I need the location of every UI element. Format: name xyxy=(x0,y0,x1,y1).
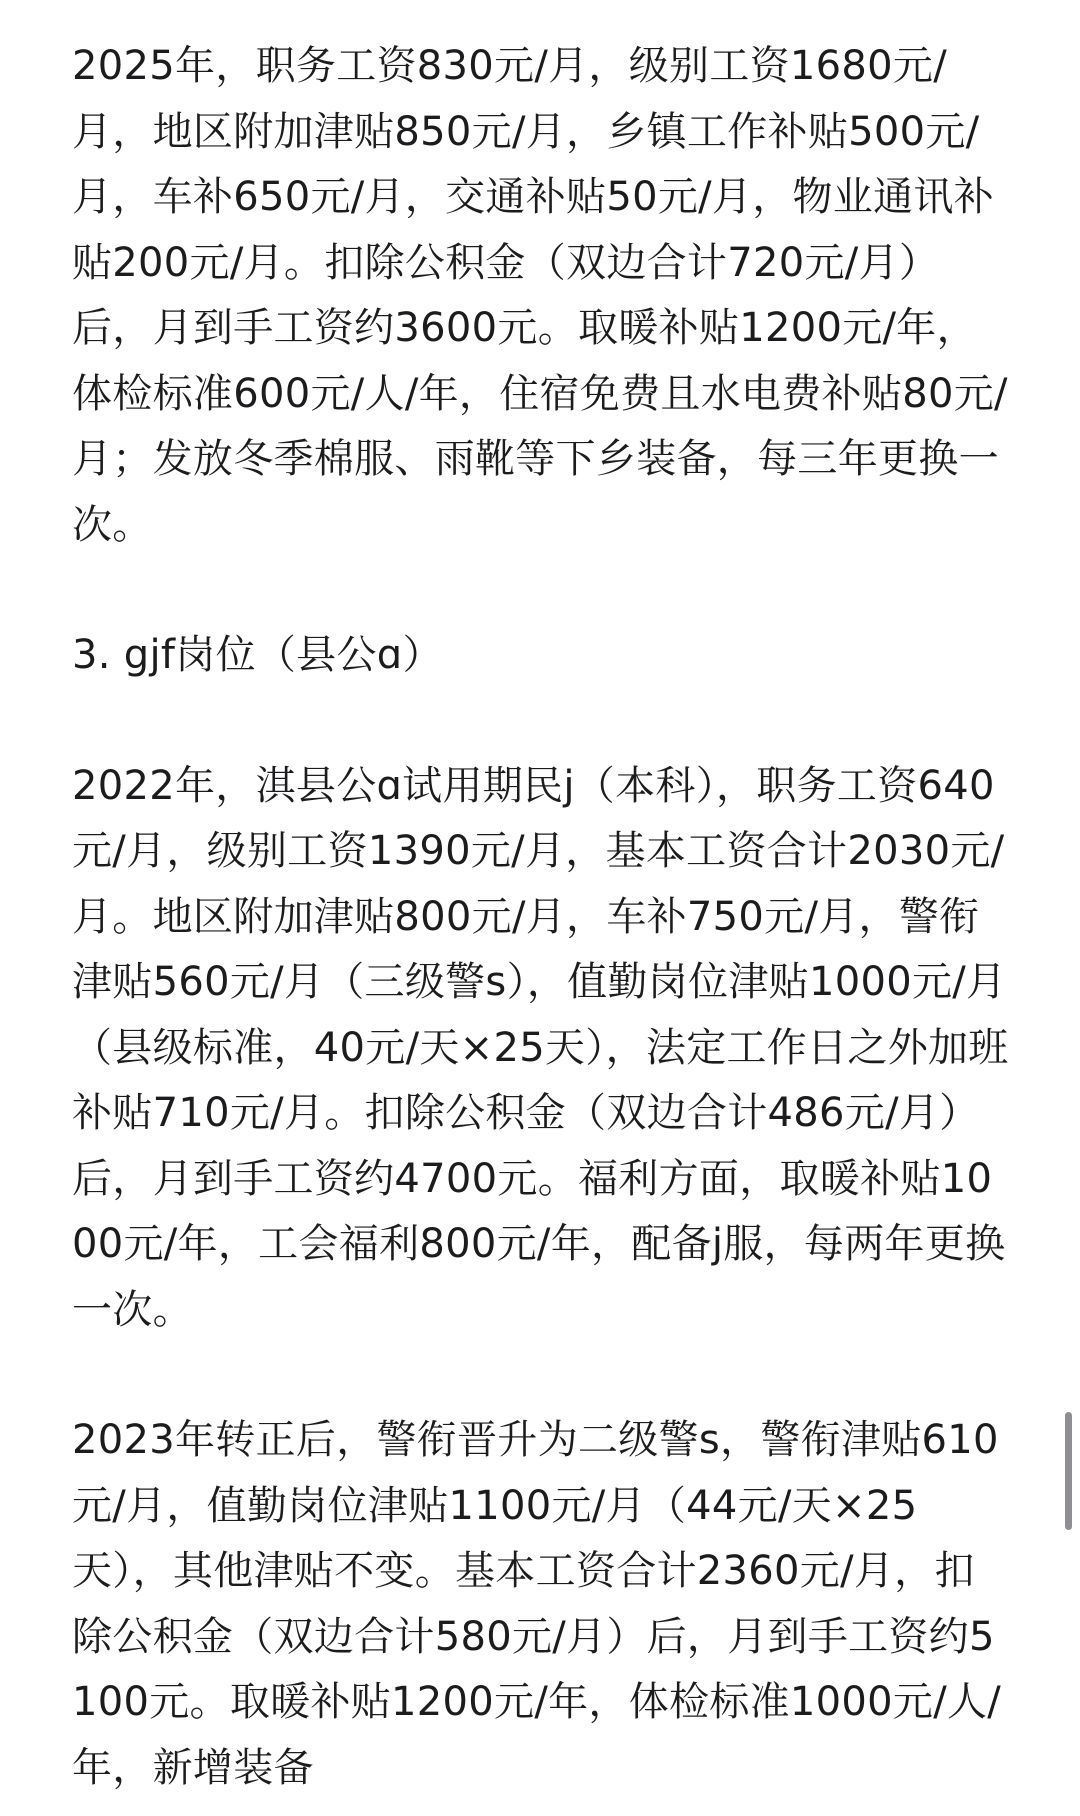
paragraph-town-salary-2025: 2025年，职务工资830元/月，级别工资1680元/月，地区附加津贴850元/月，乡镇工作补贴500元/月，车补650元/月，交通补贴50元/月，物业通讯补贴200元/月。扣除公积金（双边合计720元/月）后，月到手工资约3600元。取暖补贴1200元/年，体检标准600元/人/年，住宿免费且水电费补贴80元/月；发放冬季棉服、雨靴等下乡装备，每三年更换一次。 xyxy=(72,43,1008,548)
vertical-scrollbar[interactable] xyxy=(1065,1412,1072,1530)
paragraph-police-salary-2023: 2023年转正后，警衔晋升为二级警s，警衔津贴610元/月，值勤岗位津贴1100元/月（44元/天×25天），其他津贴不变。基本工资合计2360元/月，扣除公积金（双边合计580元/月）后，月到手工资约5100元。取暖补贴1200元/年，体检标准1000元/人/年，新增装备 xyxy=(72,1417,1002,1791)
paragraph-police-salary-2022: 2022年，淇县公ɑ试用期民j（本科），职务工资640元/月，级别工资1390元/月，基本工资合计2030元/月。地区附加津贴800元/月，车补750元/月，警衔津贴560元/月（三级警s），值勤岗位津贴1000元/月（县级标准，40元/天×25天），法定工作日之外加班补贴710元/月。扣除公积金（双边合计486元/月）后，月到手工资约4700元。福利方面，取暖补贴1000元/年，工会福利800元/年，配备j服，每两年更换一次。 xyxy=(72,762,1009,1333)
article-body xyxy=(72,34,1012,1801)
section-heading-county-police: 3. gjf岗位（县公ɑ） xyxy=(72,632,443,678)
